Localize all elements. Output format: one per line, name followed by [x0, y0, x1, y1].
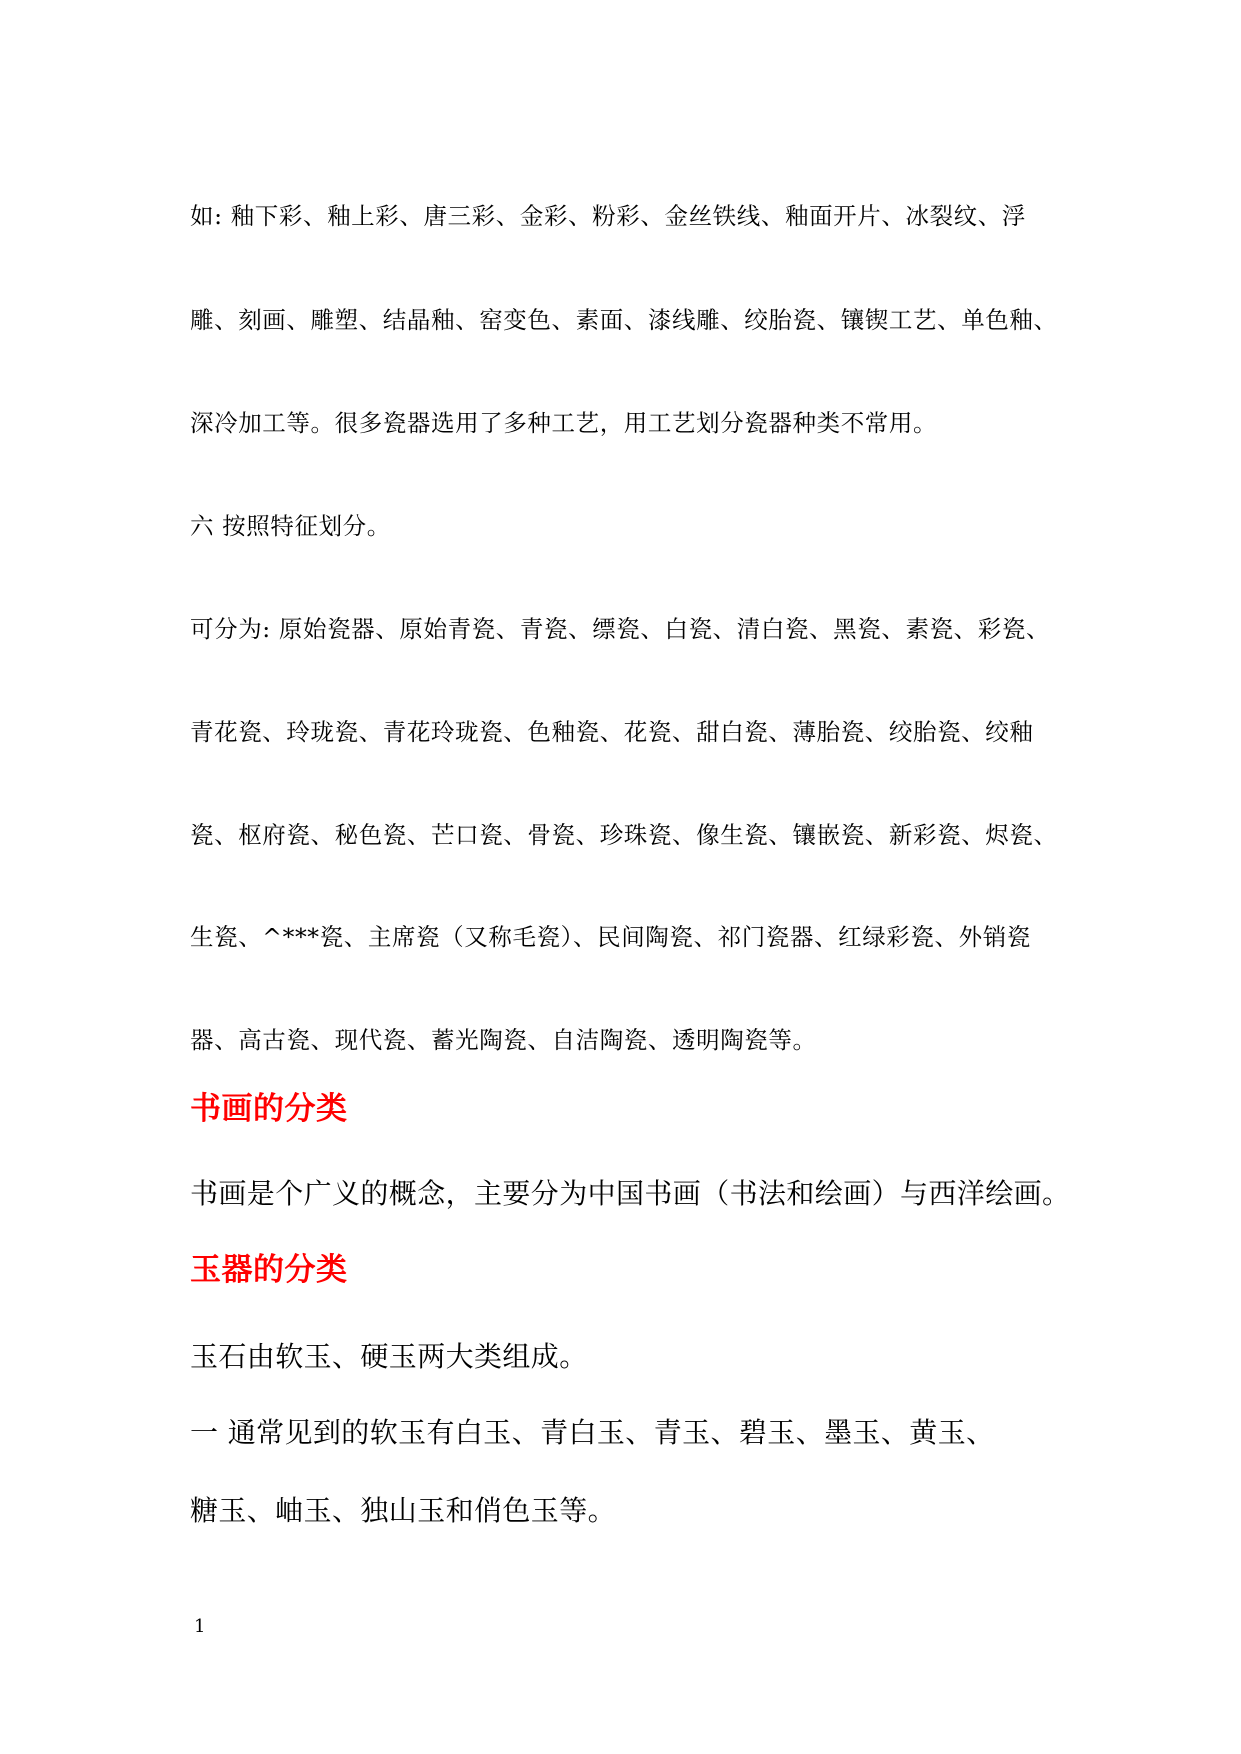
- paragraph-line-5: 可分为: 原始瓷器、原始青瓷、青瓷、缥瓷、白瓷、清白瓷、黑瓷、素瓷、彩瓷、: [190, 615, 1051, 643]
- paragraph-line-6: 青花瓷、玲珑瓷、青花玲珑瓷、色釉瓷、花瓷、甜白瓷、薄胎瓷、绞胎瓷、绞釉: [190, 718, 1034, 746]
- paragraph-line-3: 深冷加工等。很多瓷器选用了多种工艺，用工艺划分瓷器种类不常用。: [190, 409, 938, 437]
- paragraph-line-7: 瓷、枢府瓷、秘色瓷、芒口瓷、骨瓷、珍珠瓷、像生瓷、镶嵌瓷、新彩瓷、烬瓷、: [190, 821, 1058, 849]
- jade-item-1-line-1: 一 通常见到的软玉有白玉、青白玉、青玉、碧玉、墨玉、黄玉、: [190, 1416, 995, 1449]
- jade-intro: 玉石由软玉、硬玉两大类组成。: [190, 1340, 588, 1373]
- section-six-title: 六 按照特征划分。: [190, 512, 391, 540]
- jade-item-1-line-2: 糖玉、岫玉、独山玉和俏色玉等。: [190, 1494, 617, 1527]
- paragraph-line-8: 生瓷、^***瓷、主席瓷（又称毛瓷）、民间陶瓷、祁门瓷器、红绿彩瓷、外销瓷: [190, 923, 1031, 951]
- paragraph-line-1: 如: 釉下彩、釉上彩、唐三彩、金彩、粉彩、金丝铁线、釉面开片、冰裂纹、浮: [190, 202, 1026, 230]
- paragraph-line-2: 雕、刻画、雕塑、结晶釉、窑变色、素面、漆线雕、绞胎瓷、镶锲工艺、单色釉、: [190, 306, 1058, 334]
- calligraphy-body: 书画是个广义的概念，主要分为中国书画（书法和绘画）与西洋绘画。: [190, 1177, 1071, 1210]
- calligraphy-heading: 书画的分类: [190, 1091, 348, 1127]
- page-number: 1: [194, 1616, 206, 1637]
- jade-heading: 玉器的分类: [190, 1252, 348, 1288]
- paragraph-line-9: 器、高古瓷、现代瓷、蓄光陶瓷、自洁陶瓷、透明陶瓷等。: [190, 1026, 817, 1054]
